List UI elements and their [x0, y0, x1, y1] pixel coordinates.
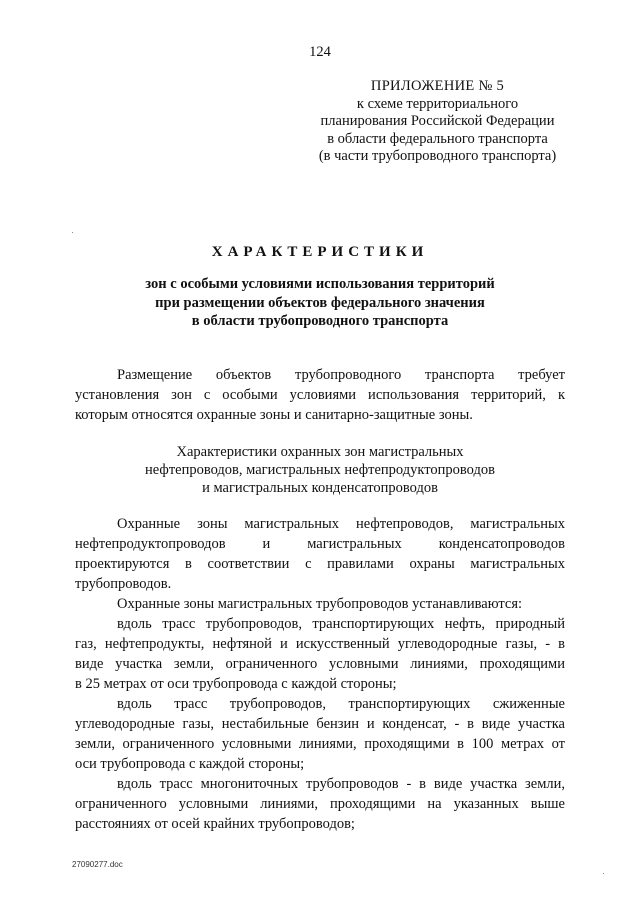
- paragraph-2: [75, 594, 565, 614]
- text-line: вдоль трасс многониточных трубопроводов - в виде участка земли,: [117, 776, 565, 792]
- paragraph-3: [75, 614, 565, 694]
- text-line: которым относятся охранные зоны и санитарно-защитные зоны.: [75, 407, 473, 423]
- text-line: ограниченного условными линиями, проходящими на указанных выше: [75, 796, 565, 812]
- section-heading-line: и магистральных конденсатопроводов: [202, 480, 438, 496]
- subtitle-line: зон с особыми условиями использования территорий: [145, 276, 495, 292]
- section-heading-line: Характеристики охранных зон магистральных: [176, 444, 464, 460]
- text-line: оси трубопровода с каждой стороны;: [75, 756, 305, 772]
- text-line: нефтепродуктопроводов и магистральных конденсатопроводов: [75, 536, 565, 552]
- document-subtitle: [0, 275, 640, 331]
- paragraph-5: [75, 774, 565, 834]
- text-line: Размещение объектов трубопроводного транспорта требует: [117, 367, 565, 383]
- subtitle-line: при размещении объектов федерального значения: [155, 294, 485, 311]
- subtitle-line: в области трубопроводного транспорта: [191, 313, 449, 329]
- scan-speck: [72, 232, 73, 233]
- section-heading-line: нефтепроводов, магистральных нефтепродуктопроводов: [145, 462, 495, 478]
- text-line: Охранные зоны магистральных трубопроводов устанавливаются:: [117, 596, 523, 612]
- text-line: в 25 метрах от оси трубопровода с каждой стороны;: [75, 676, 397, 692]
- scan-speck: [603, 873, 604, 874]
- appendix-line: в области федерального транспорта: [327, 130, 548, 147]
- text-line: виде участка земли, ограниченного условными линиями, проходящими: [75, 656, 565, 672]
- text-line: установления зон с особыми условиями использования территорий, к: [75, 387, 565, 403]
- paragraph-1: [75, 514, 565, 594]
- text-line: Охранные зоны магистральных нефтепроводов, магистральных: [117, 516, 565, 532]
- text-line: расстояниях от осей крайних трубопроводов;: [75, 816, 355, 832]
- appendix-block: [300, 78, 575, 166]
- text-line: вдоль трасс трубопроводов, транспортирующих нефть, природный: [117, 616, 565, 632]
- text-line: проектируются в соответствии с правилами охраны магистральных: [75, 556, 565, 572]
- appendix-line: планирования Российской Федерации: [320, 113, 555, 129]
- intro-paragraph: [75, 365, 565, 425]
- section-heading: [0, 443, 640, 497]
- appendix-title: ПРИЛОЖЕНИЕ № 5: [370, 78, 505, 94]
- text-line: углеводородные газы, нестабильные бензин и конденсат, - в виде участка: [75, 716, 565, 732]
- footer-filename: 27090277.doc: [72, 860, 123, 869]
- paragraph-4: [75, 694, 565, 774]
- page-number: 124: [309, 44, 331, 60]
- text-line: земли, ограниченного условными линиями, проходящими в 100 метрах от: [75, 736, 565, 752]
- appendix-line: к схеме территориального: [356, 95, 519, 112]
- document-title: ХАРАКТЕРИСТИКИ: [211, 244, 429, 260]
- text-line: трубопроводов.: [75, 576, 172, 592]
- text-line: газ, нефтепродукты, нефтяной и искусственный углеводородные газы, - в: [75, 636, 565, 652]
- text-line: вдоль трасс трубопроводов, транспортирующих сжиженные: [117, 696, 565, 712]
- appendix-line: (в части трубопроводного транспорта): [318, 148, 557, 164]
